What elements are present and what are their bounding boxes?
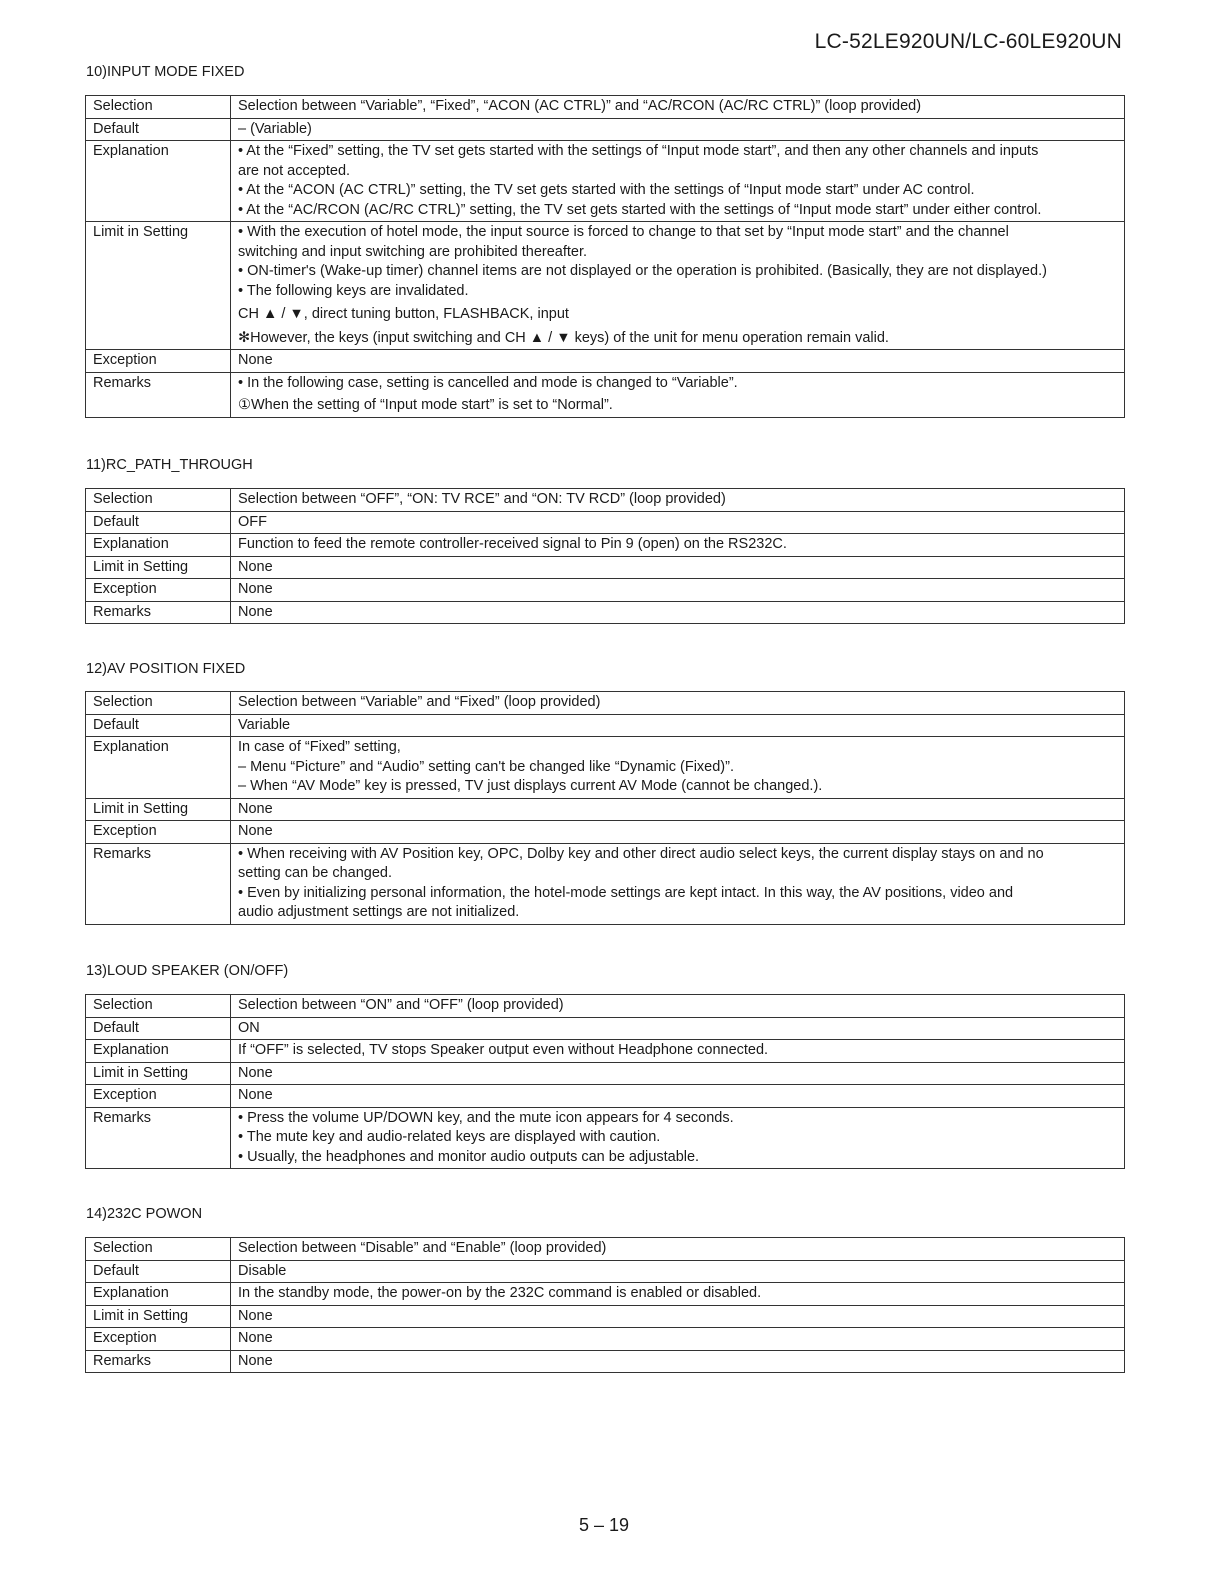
spec-table-av-position-fixed (85, 691, 1125, 925)
row-value (231, 995, 1125, 1018)
text-line: In the standby mode, the power-on by the 232C command is enabled or disabled. (238, 1285, 762, 1301)
row-label: Limit in Setting (86, 1305, 231, 1328)
row-value (231, 534, 1125, 557)
row-value (231, 118, 1125, 141)
row-label: Explanation (86, 737, 231, 799)
table-row (86, 579, 1125, 602)
spec-table-rc-path-through (85, 488, 1125, 624)
text-line: None (238, 352, 273, 368)
text-line: • The following keys are invalidated. (238, 282, 469, 299)
row-value (231, 821, 1125, 844)
text-line: None (238, 1330, 273, 1346)
table-row (86, 843, 1125, 924)
text-line: None (238, 581, 273, 597)
text-line: None (238, 558, 273, 575)
table-row (86, 798, 1125, 821)
table-row (86, 1040, 1125, 1063)
row-value (231, 1040, 1125, 1063)
row-label: Limit in Setting (86, 1062, 231, 1085)
section-title-loud-speaker: 13)LOUD SPEAKER (ON/OFF) (86, 963, 289, 979)
table-row (86, 511, 1125, 534)
table-row (86, 556, 1125, 579)
row-value (231, 1328, 1125, 1351)
row-value (231, 714, 1125, 737)
row-value (231, 1062, 1125, 1085)
table-row (86, 1238, 1125, 1261)
row-label: Default (86, 511, 231, 534)
text-line: Variable (238, 716, 291, 733)
text-line: are not accepted. (238, 162, 351, 179)
row-value (231, 489, 1125, 512)
text-line: • Even by initializing personal information, the hotel-mode settings are kept intact. In this way, the AV positions, video and (238, 884, 1014, 901)
text-line: ✻However, the keys (input switching and CH ▲ / ▼ keys) of the unit for menu operation remain valid. (238, 329, 889, 346)
row-value (231, 350, 1125, 373)
row-label: Explanation (86, 141, 231, 222)
spec-table-loud-speaker (85, 994, 1125, 1169)
row-label: Selection (86, 995, 231, 1018)
row-label: Exception (86, 350, 231, 373)
text-line: None (238, 1087, 273, 1103)
row-value (231, 692, 1125, 715)
text-line: None (238, 800, 273, 817)
row-label: Selection (86, 1238, 231, 1261)
row-value (231, 96, 1125, 119)
row-label: Default (86, 118, 231, 141)
row-label: Explanation (86, 1283, 231, 1306)
row-value (231, 1107, 1125, 1169)
spec-table-input-mode-fixed (85, 95, 1125, 418)
table-row (86, 1305, 1125, 1328)
text-line: Selection between “Disable” and “Enable” (loop provided) (238, 1240, 607, 1256)
row-value (231, 1283, 1125, 1306)
row-value (231, 798, 1125, 821)
text-line: Selection between “Variable” and “Fixed” (loop provided) (238, 694, 601, 710)
table-row (86, 821, 1125, 844)
text-line: Selection between “ON” and “OFF” (loop provided) (238, 997, 564, 1013)
text-line: audio adjustment settings are not initialized. (238, 904, 520, 920)
text-line: switching and input switching are prohibited thereafter. (238, 243, 588, 260)
section-title-input-mode-fixed: 10)INPUT MODE FIXED (86, 64, 245, 80)
table-row (86, 96, 1125, 119)
text-line: • In the following case, setting is cancelled and mode is changed to “Variable”. (238, 374, 738, 391)
table-row (86, 1017, 1125, 1040)
table-row (86, 692, 1125, 715)
table-row (86, 1107, 1125, 1169)
text-line: – Menu “Picture” and “Audio” setting can't be changed like “Dynamic (Fixed)”. (238, 758, 734, 775)
table-row (86, 1328, 1125, 1351)
table-row (86, 714, 1125, 737)
text-line: • With the execution of hotel mode, the input source is forced to change to that set by “Input mode start” and the channel (238, 224, 1009, 240)
text-line: In case of “Fixed” setting, (238, 739, 401, 755)
text-line: None (238, 1307, 273, 1324)
text-line: Selection between “OFF”, “ON: TV RCE” and “ON: TV RCD” (loop provided) (238, 491, 726, 507)
section-title-av-position-fixed: 12)AV POSITION FIXED (86, 661, 246, 677)
table-row (86, 1062, 1125, 1085)
row-value (231, 737, 1125, 799)
text-line: • At the “ACON (AC CTRL)” setting, the TV set gets started with the settings of “Input mode start” under AC control. (238, 182, 975, 198)
row-value (231, 222, 1125, 350)
text-line: None (238, 823, 273, 839)
table-row (86, 1260, 1125, 1283)
row-value (231, 511, 1125, 534)
row-label: Default (86, 1017, 231, 1040)
text-line: • Usually, the headphones and monitor audio outputs can be adjustable. (238, 1148, 700, 1165)
table-row (86, 995, 1125, 1018)
text-line: – (Variable) (238, 120, 312, 137)
row-label: Remarks (86, 1107, 231, 1169)
row-label: Limit in Setting (86, 798, 231, 821)
text-line: – When “AV Mode” key is pressed, TV just displays current AV Mode (cannot be changed.). (238, 778, 823, 794)
text-line: • Press the volume UP/DOWN key, and the mute icon appears for 4 seconds. (238, 1109, 734, 1126)
row-value (231, 556, 1125, 579)
text-line: • At the “Fixed” setting, the TV set gets started with the settings of “Input mode start”, and then any other channels and inputs (238, 143, 1039, 159)
row-label: Explanation (86, 1040, 231, 1063)
row-label: Remarks (86, 372, 231, 417)
text-line: Function to feed the remote controller-received signal to Pin 9 (open) on the RS232C. (238, 536, 787, 552)
row-value (231, 1350, 1125, 1373)
section-title-232c-powon: 14)232C POWON (86, 1206, 203, 1222)
table-row (86, 534, 1125, 557)
table-row (86, 118, 1125, 141)
row-value (231, 372, 1125, 417)
row-value (231, 141, 1125, 222)
row-value (231, 579, 1125, 602)
table-row (86, 1350, 1125, 1373)
row-label: Limit in Setting (86, 556, 231, 579)
table-row (86, 1085, 1125, 1108)
row-label: Exception (86, 821, 231, 844)
text-line: If “OFF” is selected, TV stops Speaker output even without Headphone connected. (238, 1042, 769, 1058)
row-value (231, 843, 1125, 924)
table-row (86, 737, 1125, 799)
table-row (86, 601, 1125, 624)
row-value (231, 1305, 1125, 1328)
text-line: None (238, 1352, 273, 1369)
text-line: Disable (238, 1262, 287, 1279)
row-label: Exception (86, 579, 231, 602)
text-line: • The mute key and audio-related keys are displayed with caution. (238, 1129, 661, 1145)
row-value (231, 1085, 1125, 1108)
text-line: ①When the setting of “Input mode start” is set to “Normal”. (238, 397, 613, 413)
spec-table-232c-powon (85, 1237, 1125, 1373)
table-row (86, 350, 1125, 373)
text-line: • ON-timer's (Wake-up timer) channel items are not displayed or the operation is prohibited. (Basically, they are not displayed.) (238, 263, 1047, 279)
table-row (86, 489, 1125, 512)
text-line: Selection between “Variable”, “Fixed”, “ACON (AC CTRL)” and “AC/RCON (AC/RC CTRL)” (loop provided) (238, 98, 922, 114)
text-line: setting can be changed. (238, 865, 392, 881)
section-title-rc-path-through: 11)RC_PATH_THROUGH (86, 457, 253, 473)
text-line: OFF (238, 513, 267, 530)
row-value (231, 1017, 1125, 1040)
table-row (86, 372, 1125, 417)
row-label: Default (86, 714, 231, 737)
row-label: Remarks (86, 1350, 231, 1373)
row-value (231, 601, 1125, 624)
table-row (86, 1283, 1125, 1306)
document-model-header: LC-52LE920UN/LC-60LE920UN (814, 30, 1122, 53)
row-label: Selection (86, 692, 231, 715)
text-line: None (238, 1064, 273, 1081)
row-label: Remarks (86, 843, 231, 924)
text-line: CH ▲ / ▼, direct tuning button, FLASHBACK, input (238, 306, 569, 322)
row-value (231, 1260, 1125, 1283)
row-value (231, 1238, 1125, 1261)
row-label: Exception (86, 1328, 231, 1351)
row-label: Exception (86, 1085, 231, 1108)
page-number: 5 – 19 (578, 1515, 630, 1535)
table-row (86, 222, 1125, 350)
row-label: Remarks (86, 601, 231, 624)
text-line: None (238, 603, 273, 620)
row-label: Selection (86, 96, 231, 119)
text-line: ON (238, 1019, 260, 1036)
text-line: • When receiving with AV Position key, OPC, Dolby key and other direct audio select keys, the current display stays on and no (238, 845, 1044, 862)
text-line: • At the “AC/RCON (AC/RC CTRL)” setting, the TV set gets started with the settings of “Input mode start” under either control. (238, 201, 1042, 218)
row-label: Selection (86, 489, 231, 512)
row-label: Explanation (86, 534, 231, 557)
table-row (86, 141, 1125, 222)
row-label: Default (86, 1260, 231, 1283)
row-label: Limit in Setting (86, 222, 231, 350)
